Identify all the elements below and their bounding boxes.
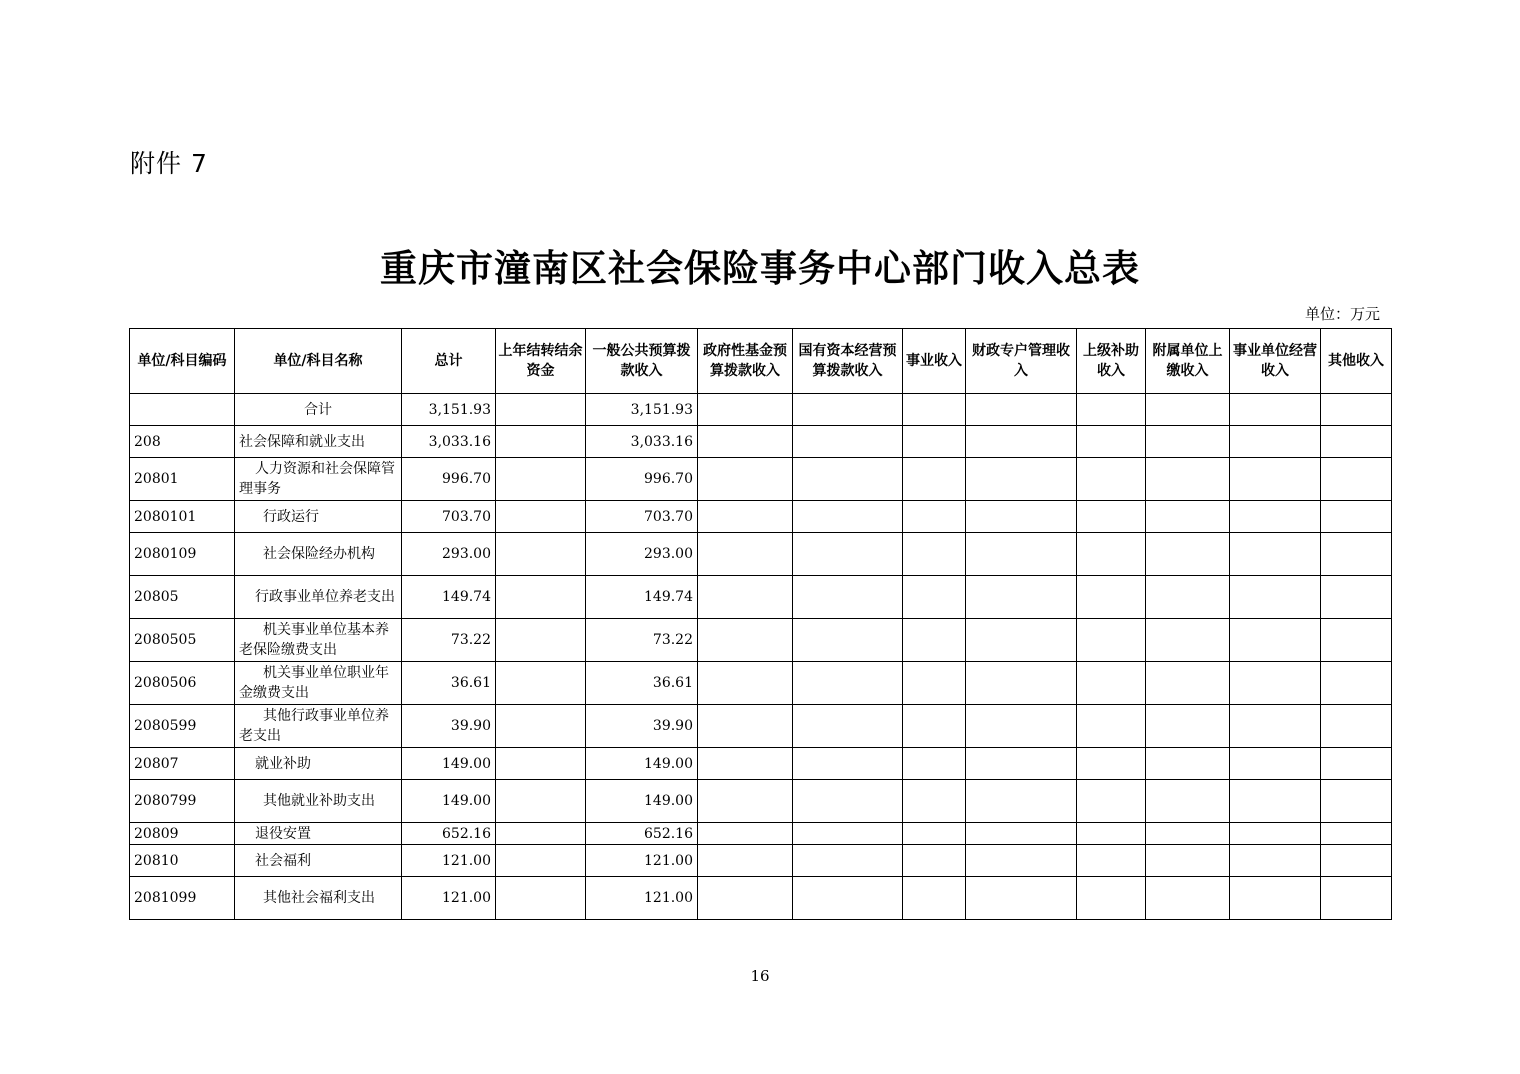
- row-other: [1321, 780, 1392, 823]
- row-superior: [1077, 662, 1146, 705]
- row-business: [903, 533, 966, 576]
- row-stateowned: [793, 619, 903, 662]
- row-govfund: [698, 501, 793, 533]
- row-total: 703.70: [402, 501, 496, 533]
- row-general: 149.00: [586, 780, 698, 823]
- revenue-table: [129, 328, 1392, 920]
- row-code: 2080109: [130, 533, 235, 576]
- row-name: 社会保险经办机构: [235, 533, 402, 576]
- table-row: [130, 662, 1392, 705]
- row-other: [1321, 823, 1392, 845]
- row-general: 3,151.93: [586, 394, 698, 426]
- row-stateowned: [793, 780, 903, 823]
- row-general: 3,033.16: [586, 426, 698, 458]
- row-general: 121.00: [586, 845, 698, 877]
- row-name: 社会保障和就业支出: [235, 426, 402, 458]
- table-row: [130, 780, 1392, 823]
- row-govfund: [698, 748, 793, 780]
- table-row: [130, 845, 1392, 877]
- row-general: 39.90: [586, 705, 698, 748]
- header-carryover: 上年结转结余资金: [496, 329, 586, 394]
- row-total: 39.90: [402, 705, 496, 748]
- row-code: 20807: [130, 748, 235, 780]
- row-business: [903, 576, 966, 619]
- row-general: 36.61: [586, 662, 698, 705]
- row-operating: [1230, 501, 1321, 533]
- row-stateowned: [793, 576, 903, 619]
- row-affiliate: [1146, 662, 1230, 705]
- row-stateowned: [793, 705, 903, 748]
- row-govfund: [698, 394, 793, 426]
- table-row: [130, 394, 1392, 426]
- row-govfund: [698, 845, 793, 877]
- row-business: [903, 426, 966, 458]
- row-stateowned: [793, 823, 903, 845]
- row-business: [903, 619, 966, 662]
- row-operating: [1230, 619, 1321, 662]
- row-other: [1321, 458, 1392, 501]
- attachment-label: 附件 7: [130, 149, 208, 178]
- row-superior: [1077, 877, 1146, 920]
- row-operating: [1230, 394, 1321, 426]
- row-business: [903, 458, 966, 501]
- row-special: [966, 576, 1077, 619]
- table-header-row: [130, 329, 1392, 394]
- row-general: 73.22: [586, 619, 698, 662]
- row-code: 20801: [130, 458, 235, 501]
- row-carryover: [496, 780, 586, 823]
- row-carryover: [496, 576, 586, 619]
- row-special: [966, 619, 1077, 662]
- table-row: [130, 533, 1392, 576]
- row-carryover: [496, 501, 586, 533]
- header-operating: 事业单位经营收入: [1230, 329, 1321, 394]
- row-operating: [1230, 576, 1321, 619]
- table-row: [130, 823, 1392, 845]
- row-govfund: [698, 823, 793, 845]
- row-stateowned: [793, 748, 903, 780]
- row-name: 其他社会福利支出: [235, 877, 402, 920]
- header-business: 事业收入: [903, 329, 966, 394]
- row-special: [966, 748, 1077, 780]
- header-name: 单位/科目名称: [235, 329, 402, 394]
- row-code: 20805: [130, 576, 235, 619]
- row-carryover: [496, 705, 586, 748]
- row-carryover: [496, 394, 586, 426]
- row-general: 652.16: [586, 823, 698, 845]
- row-total: 293.00: [402, 533, 496, 576]
- row-name: 行政运行: [235, 501, 402, 533]
- row-business: [903, 877, 966, 920]
- row-business: [903, 823, 966, 845]
- row-affiliate: [1146, 501, 1230, 533]
- row-business: [903, 501, 966, 533]
- row-operating: [1230, 823, 1321, 845]
- row-special: [966, 458, 1077, 501]
- row-superior: [1077, 576, 1146, 619]
- row-total: 3,033.16: [402, 426, 496, 458]
- row-affiliate: [1146, 823, 1230, 845]
- row-business: [903, 394, 966, 426]
- row-general: 996.70: [586, 458, 698, 501]
- row-name: 合计: [235, 394, 402, 426]
- row-carryover: [496, 823, 586, 845]
- row-special: [966, 877, 1077, 920]
- row-special: [966, 501, 1077, 533]
- header-stateowned: 国有资本经营预算拨款收入: [793, 329, 903, 394]
- row-code: 20810: [130, 845, 235, 877]
- row-superior: [1077, 823, 1146, 845]
- row-govfund: [698, 576, 793, 619]
- row-superior: [1077, 458, 1146, 501]
- row-business: [903, 662, 966, 705]
- row-code: [130, 394, 235, 426]
- row-name: 行政事业单位养老支出: [235, 576, 402, 619]
- row-affiliate: [1146, 705, 1230, 748]
- row-carryover: [496, 619, 586, 662]
- row-special: [966, 662, 1077, 705]
- row-stateowned: [793, 877, 903, 920]
- row-other: [1321, 533, 1392, 576]
- row-superior: [1077, 533, 1146, 576]
- row-name: 人力资源和社会保障管理事务: [235, 458, 402, 501]
- row-other: [1321, 845, 1392, 877]
- header-code: 单位/科目编码: [130, 329, 235, 394]
- table-row: [130, 501, 1392, 533]
- row-stateowned: [793, 394, 903, 426]
- row-total: 121.00: [402, 877, 496, 920]
- row-total: 149.74: [402, 576, 496, 619]
- row-special: [966, 705, 1077, 748]
- row-other: [1321, 501, 1392, 533]
- row-name: 机关事业单位基本养老保险缴费支出: [235, 619, 402, 662]
- row-name: 退役安置: [235, 823, 402, 845]
- row-general: 121.00: [586, 877, 698, 920]
- row-operating: [1230, 748, 1321, 780]
- row-operating: [1230, 877, 1321, 920]
- row-total: 121.00: [402, 845, 496, 877]
- row-govfund: [698, 780, 793, 823]
- row-other: [1321, 748, 1392, 780]
- row-carryover: [496, 458, 586, 501]
- row-superior: [1077, 705, 1146, 748]
- row-special: [966, 533, 1077, 576]
- row-operating: [1230, 458, 1321, 501]
- row-total: 149.00: [402, 748, 496, 780]
- row-affiliate: [1146, 576, 1230, 619]
- row-stateowned: [793, 458, 903, 501]
- table-row: [130, 576, 1392, 619]
- row-code: 2080799: [130, 780, 235, 823]
- row-special: [966, 426, 1077, 458]
- row-code: 208: [130, 426, 235, 458]
- row-other: [1321, 877, 1392, 920]
- row-affiliate: [1146, 845, 1230, 877]
- row-superior: [1077, 780, 1146, 823]
- row-other: [1321, 662, 1392, 705]
- row-special: [966, 780, 1077, 823]
- row-carryover: [496, 533, 586, 576]
- header-affiliate: 附属单位上缴收入: [1146, 329, 1230, 394]
- header-superior: 上级补助收入: [1077, 329, 1146, 394]
- row-superior: [1077, 426, 1146, 458]
- row-operating: [1230, 845, 1321, 877]
- row-operating: [1230, 705, 1321, 748]
- row-carryover: [496, 662, 586, 705]
- row-other: [1321, 576, 1392, 619]
- row-general: 703.70: [586, 501, 698, 533]
- row-name: 其他行政事业单位养老支出: [235, 705, 402, 748]
- row-business: [903, 705, 966, 748]
- row-name: 其他就业补助支出: [235, 780, 402, 823]
- header-total: 总计: [402, 329, 496, 394]
- row-stateowned: [793, 662, 903, 705]
- row-other: [1321, 394, 1392, 426]
- row-govfund: [698, 662, 793, 705]
- row-affiliate: [1146, 426, 1230, 458]
- row-total: 3,151.93: [402, 394, 496, 426]
- row-carryover: [496, 877, 586, 920]
- row-govfund: [698, 458, 793, 501]
- row-name: 机关事业单位职业年金缴费支出: [235, 662, 402, 705]
- row-stateowned: [793, 426, 903, 458]
- header-govfund: 政府性基金预算拨款收入: [698, 329, 793, 394]
- row-stateowned: [793, 501, 903, 533]
- row-other: [1321, 619, 1392, 662]
- table-row: [130, 426, 1392, 458]
- page-number: 16: [750, 967, 770, 985]
- document-title: 重庆市潼南区社会保险事务中心部门收入总表: [380, 246, 1140, 290]
- row-total: 149.00: [402, 780, 496, 823]
- row-carryover: [496, 426, 586, 458]
- row-govfund: [698, 533, 793, 576]
- row-special: [966, 823, 1077, 845]
- row-business: [903, 780, 966, 823]
- row-operating: [1230, 780, 1321, 823]
- row-affiliate: [1146, 458, 1230, 501]
- header-other: 其他收入: [1321, 329, 1392, 394]
- unit-label: 单位：万元: [1304, 305, 1380, 323]
- row-operating: [1230, 662, 1321, 705]
- row-operating: [1230, 426, 1321, 458]
- row-total: 996.70: [402, 458, 496, 501]
- row-affiliate: [1146, 748, 1230, 780]
- row-code: 2080506: [130, 662, 235, 705]
- header-general: 一般公共预算拨款收入: [586, 329, 698, 394]
- row-name: 就业补助: [235, 748, 402, 780]
- row-code: 2080101: [130, 501, 235, 533]
- row-business: [903, 748, 966, 780]
- row-affiliate: [1146, 394, 1230, 426]
- row-operating: [1230, 533, 1321, 576]
- row-superior: [1077, 501, 1146, 533]
- row-special: [966, 394, 1077, 426]
- row-superior: [1077, 394, 1146, 426]
- row-total: 73.22: [402, 619, 496, 662]
- row-total: 652.16: [402, 823, 496, 845]
- row-stateowned: [793, 845, 903, 877]
- row-name: 社会福利: [235, 845, 402, 877]
- row-carryover: [496, 748, 586, 780]
- row-superior: [1077, 845, 1146, 877]
- table-row: [130, 619, 1392, 662]
- row-special: [966, 845, 1077, 877]
- row-affiliate: [1146, 877, 1230, 920]
- row-other: [1321, 705, 1392, 748]
- row-business: [903, 845, 966, 877]
- row-code: 2080505: [130, 619, 235, 662]
- row-superior: [1077, 619, 1146, 662]
- row-superior: [1077, 748, 1146, 780]
- row-affiliate: [1146, 533, 1230, 576]
- row-general: 293.00: [586, 533, 698, 576]
- table-row: [130, 705, 1392, 748]
- row-code: 2081099: [130, 877, 235, 920]
- row-general: 149.00: [586, 748, 698, 780]
- row-stateowned: [793, 533, 903, 576]
- row-general: 149.74: [586, 576, 698, 619]
- table-row: [130, 877, 1392, 920]
- table-row: [130, 458, 1392, 501]
- row-govfund: [698, 426, 793, 458]
- row-other: [1321, 426, 1392, 458]
- row-govfund: [698, 877, 793, 920]
- row-code: 20809: [130, 823, 235, 845]
- row-govfund: [698, 619, 793, 662]
- row-total: 36.61: [402, 662, 496, 705]
- row-carryover: [496, 845, 586, 877]
- row-code: 2080599: [130, 705, 235, 748]
- row-affiliate: [1146, 780, 1230, 823]
- header-special: 财政专户管理收入: [966, 329, 1077, 394]
- table-row: [130, 748, 1392, 780]
- row-govfund: [698, 705, 793, 748]
- row-affiliate: [1146, 619, 1230, 662]
